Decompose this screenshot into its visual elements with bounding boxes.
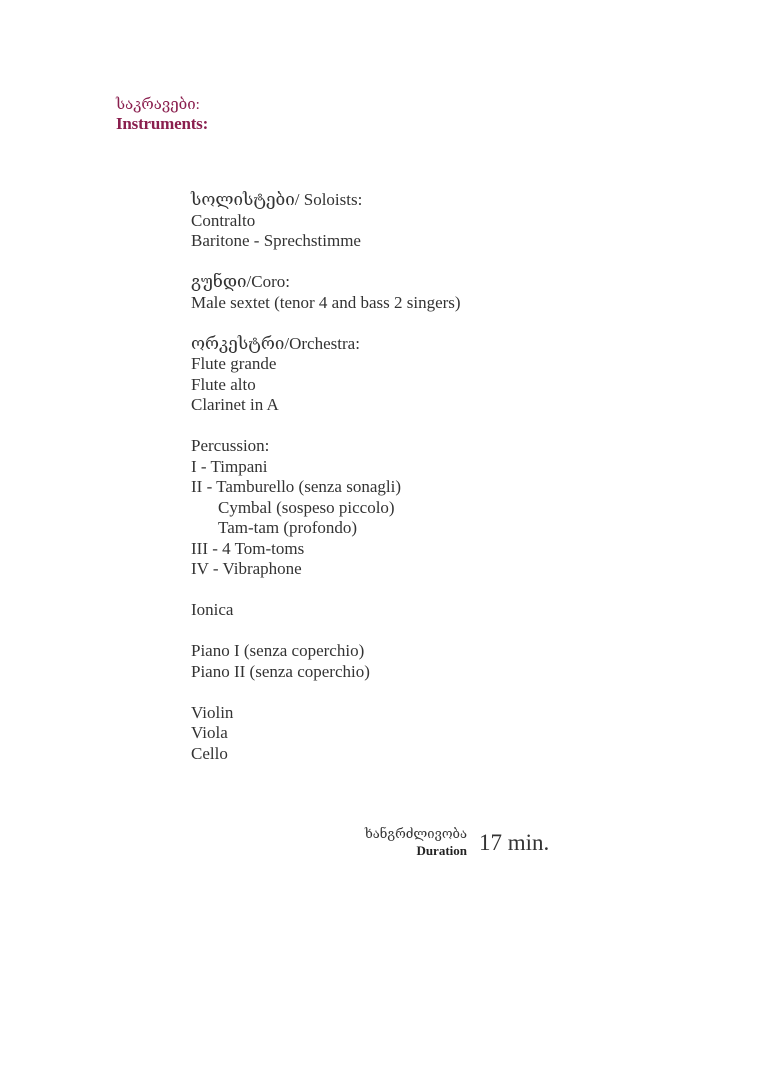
duration-label-english: Duration	[416, 843, 467, 858]
duration-label-georgian: ხანგრძლივობა	[364, 826, 467, 841]
piano-item: Piano II (senza coperchio)	[191, 661, 370, 681]
string-item: Viola	[191, 723, 228, 742]
percussion-item: Cymbal (sospeso piccolo)	[218, 497, 395, 517]
heading-georgian: საკრავები:	[116, 97, 200, 113]
orchestra-item: Clarinet in A	[191, 395, 279, 414]
percussion-item: III - 4 Tom-toms	[191, 538, 305, 558]
percussion-item: II - Tamburello (senza sonagli)	[191, 477, 401, 496]
orchestra-title: ორკესტრი/Orchestra:	[191, 333, 360, 353]
instruments-heading	[116, 96, 208, 133]
percussion-item: IV - Vibraphone	[191, 559, 302, 578]
soloists-title: სოლისტები/ Soloists:	[191, 190, 363, 209]
percussion-item: I - Timpani	[191, 456, 268, 476]
soloist-item: Baritone - Sprechstimme	[191, 231, 361, 250]
heading-english: Instruments:	[116, 114, 209, 133]
ionica-item: Ionica	[191, 600, 234, 619]
string-item: Cello	[191, 743, 228, 763]
choir-item: Male sextet (tenor 4 and bass 2 singers)	[191, 292, 461, 312]
instrument-list	[191, 190, 461, 764]
duration-value: 17 min.	[479, 830, 550, 855]
string-item: Violin	[191, 702, 234, 722]
choir-title: გუნდი/Coro:	[191, 272, 290, 291]
orchestra-item: Flute grande	[191, 354, 277, 373]
soloist-item: Contralto	[191, 210, 256, 230]
piano-item: Piano I (senza coperchio)	[191, 641, 365, 660]
percussion-item: Tam-tam (profondo)	[218, 518, 358, 537]
percussion-title: Percussion:	[191, 436, 270, 455]
orchestra-item: Flute alto	[191, 374, 256, 394]
